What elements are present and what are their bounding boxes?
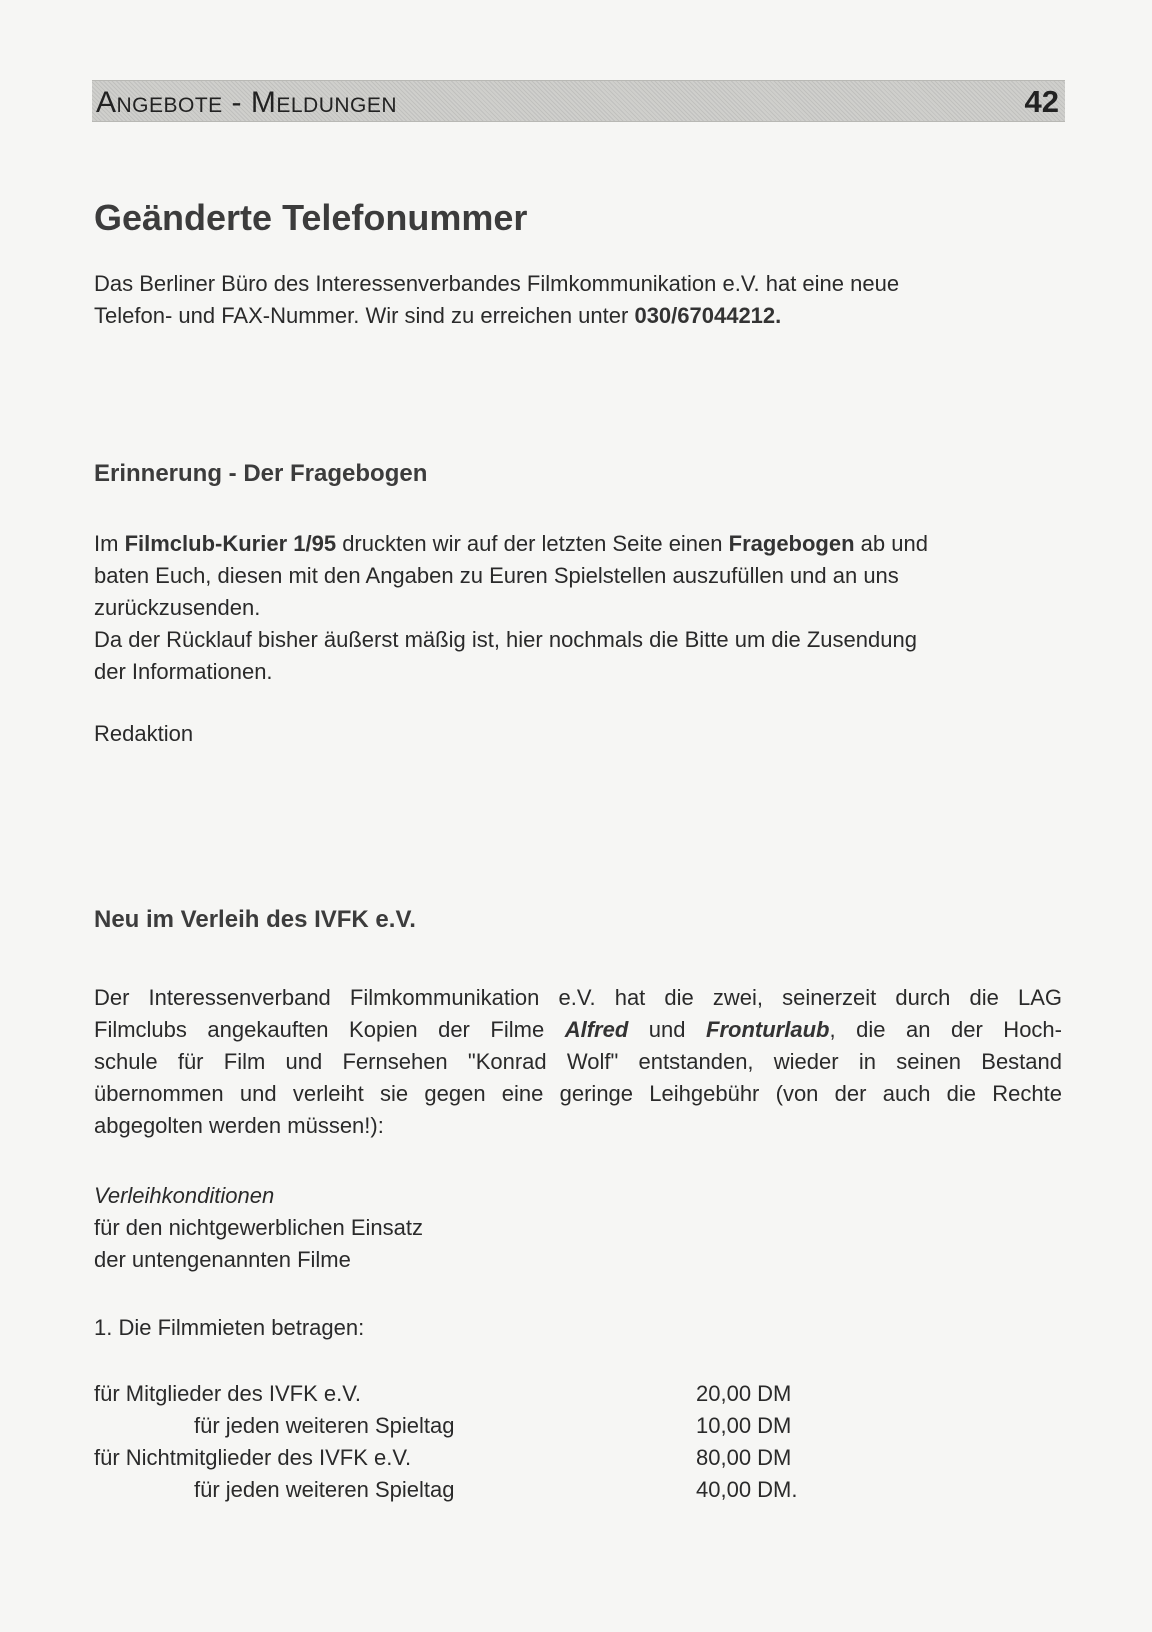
body-text: ab und bbox=[854, 531, 928, 556]
fee-amount: 20,00 DM bbox=[696, 1381, 792, 1406]
fee-amount: 40,00 DM. bbox=[696, 1477, 798, 1502]
fee-row bbox=[94, 1410, 854, 1442]
fee-row bbox=[94, 1378, 854, 1410]
article-body-rental bbox=[94, 982, 1062, 1142]
phone-number: 030/67044212. bbox=[634, 303, 782, 328]
conditions-title: Verleihkonditionen bbox=[94, 1183, 275, 1208]
conditions-line: der untengenannten Filme bbox=[94, 1247, 351, 1272]
body-text: und bbox=[628, 1017, 707, 1042]
body-line: schule für Film und Fernsehen "Konrad Wolf" entstanden, wieder in seinen Bestand bbox=[94, 1049, 1062, 1074]
body-text: Filmclubs angekauften Kopien der Filme bbox=[94, 1017, 565, 1042]
rates-intro: 1. Die Filmmieten betragen: bbox=[94, 1315, 365, 1340]
fee-table bbox=[94, 1378, 854, 1506]
body-line: zurückzusenden. bbox=[94, 595, 261, 620]
body-text: druckten wir auf der letzten Seite einen bbox=[336, 531, 729, 556]
rental-conditions bbox=[94, 1180, 1064, 1276]
body-line bbox=[94, 300, 1064, 332]
article-body-questionnaire bbox=[94, 528, 1064, 688]
body-line: baten Euch, diesen mit den Angaben zu Euren Spielstellen auszufüllen und an uns bbox=[94, 563, 899, 588]
article-signature: Redaktion bbox=[94, 721, 194, 746]
section-label: Angebote - Meldungen bbox=[96, 86, 398, 119]
fee-row bbox=[94, 1474, 854, 1506]
article-title-rental: Neu im Verleih des IVFK e.V. bbox=[94, 906, 416, 933]
conditions-line: für den nichtgewerblichen Einsatz bbox=[94, 1215, 423, 1240]
fee-amount: 10,00 DM bbox=[696, 1413, 792, 1438]
body-line: der Informationen. bbox=[94, 659, 273, 684]
fee-label: für Nichtmitglieder des IVFK e.V. bbox=[94, 1445, 412, 1470]
body-line: Da der Rücklauf bisher äußerst mäßig ist, hier nochmals die Bitte um die Zusendung bbox=[94, 627, 917, 652]
fee-amount: 80,00 DM bbox=[696, 1445, 792, 1470]
fee-label: für Mitglieder des IVFK e.V. bbox=[94, 1381, 361, 1406]
body-line: übernommen und verleiht sie gegen eine geringe Leihgebühr (von der auch die Rechte bbox=[94, 1081, 1062, 1106]
magazine-name: Filmclub-Kurier 1/95 bbox=[124, 531, 337, 556]
body-line: abgegolten werden müssen!): bbox=[94, 1113, 384, 1138]
questionnaire-term: Fragebogen bbox=[728, 531, 855, 556]
body-text: , die an der Hoch- bbox=[829, 1017, 1062, 1042]
fee-label: für jeden weiteren Spieltag bbox=[194, 1413, 455, 1438]
page-number: 42 bbox=[1024, 84, 1059, 119]
fee-label: für jeden weiteren Spieltag bbox=[194, 1477, 455, 1502]
body-line: Der Interessenverband Filmkommunikation e.V. hat die zwei, seinerzeit durch die LAG bbox=[94, 985, 1062, 1010]
body-line bbox=[94, 1014, 1062, 1046]
body-line bbox=[94, 528, 1064, 560]
film-title-fronturlaub: Fronturlaub bbox=[706, 1017, 830, 1042]
fee-row bbox=[94, 1442, 854, 1474]
section-header-bar bbox=[92, 80, 1065, 122]
body-text: Im bbox=[94, 531, 125, 556]
film-title-alfred: Alfred bbox=[564, 1017, 629, 1042]
body-line: Das Berliner Büro des Interessenverbandes Filmkommunikation e.V. hat eine neue bbox=[94, 271, 900, 296]
body-text: Telefon- und FAX-Nummer. Wir sind zu erreichen unter bbox=[94, 303, 635, 328]
article-title-questionnaire: Erinnerung - Der Fragebogen bbox=[94, 460, 428, 487]
article-title-phone: Geänderte Telefonummer bbox=[94, 197, 528, 238]
article-body-phone bbox=[94, 268, 1064, 332]
